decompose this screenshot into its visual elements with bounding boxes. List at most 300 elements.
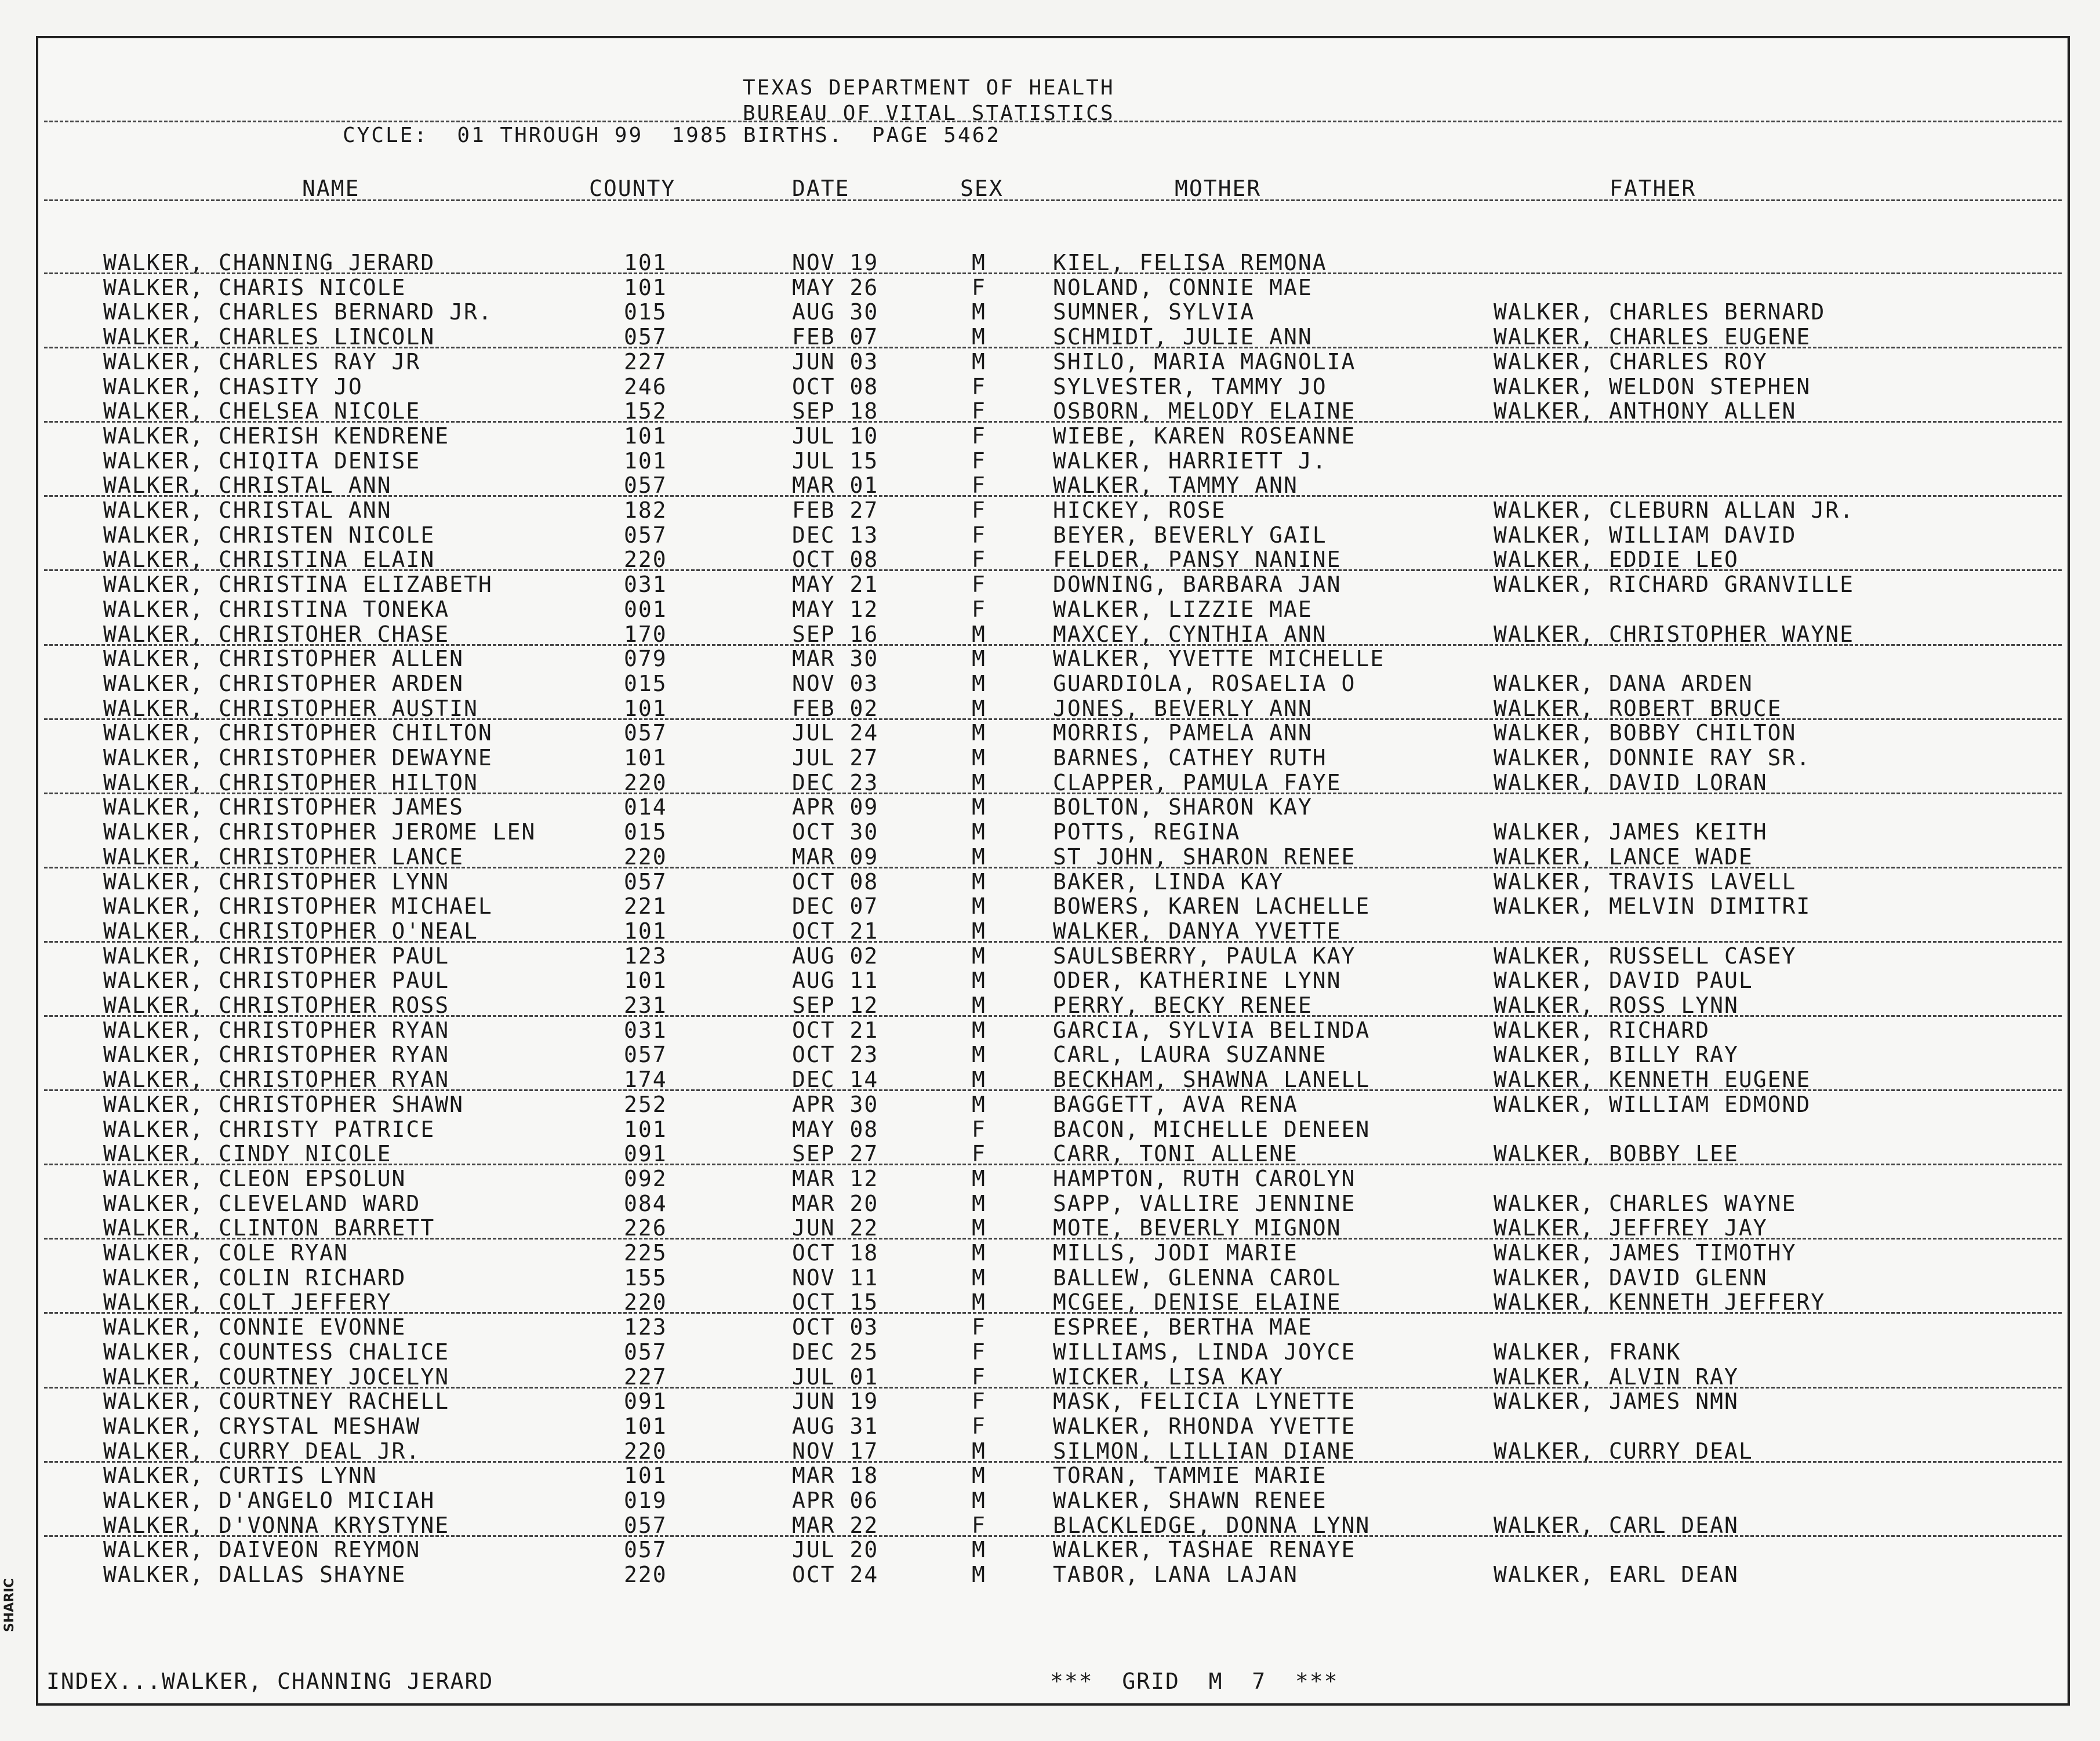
cell-date: OCT 21 xyxy=(792,1017,879,1043)
cell-county: 101 xyxy=(624,423,667,449)
cell-father: WALKER, KENNETH EUGENE xyxy=(1494,1067,1811,1093)
cell-mother: WALKER, RHONDA YVETTE xyxy=(1053,1413,1356,1439)
cell-sex: F xyxy=(972,398,986,424)
cell-mother: FELDER, PANSY NANINE xyxy=(1053,547,1342,573)
cell-name: WALKER, CHRISTOHER CHASE xyxy=(103,621,450,647)
cell-county: 101 xyxy=(624,448,667,474)
table-row xyxy=(38,400,2068,425)
cell-date: AUG 02 xyxy=(792,943,879,969)
cell-date: DEC 07 xyxy=(792,893,879,919)
cell-sex: M xyxy=(972,993,986,1018)
cell-county: 220 xyxy=(624,1562,667,1588)
table-row xyxy=(38,1242,2068,1267)
cell-date: OCT 30 xyxy=(792,819,879,845)
cell-mother: WALKER, HARRIETT J. xyxy=(1053,448,1327,474)
cell-name: WALKER, COURTNEY RACHELL xyxy=(103,1389,450,1415)
table-row xyxy=(38,945,2068,970)
column-header-rule xyxy=(44,199,2062,201)
cell-name: WALKER, CHRISTEN NICOLE xyxy=(103,522,435,548)
cell-date: JUL 20 xyxy=(792,1537,879,1563)
cell-father: WALKER, ROSS LYNN xyxy=(1494,993,1739,1018)
cell-sex: M xyxy=(972,1091,986,1117)
cell-name: WALKER, CHRISTOPHER AUSTIN xyxy=(103,695,478,721)
cell-sex: F xyxy=(972,448,986,474)
cell-father: WALKER, DONNIE RAY SR. xyxy=(1494,745,1811,770)
table-row xyxy=(38,274,2068,301)
cell-mother: ST JOHN, SHARON RENEE xyxy=(1053,844,1356,870)
cell-sex: M xyxy=(972,745,986,770)
cell-sex: M xyxy=(972,1562,986,1588)
cell-father: WALKER, ANTHONY ALLEN xyxy=(1494,398,1797,424)
cell-mother: ODER, KATHERINE LYNN xyxy=(1053,968,1342,994)
table-row xyxy=(38,722,2068,747)
cell-sex: M xyxy=(972,1264,986,1291)
cell-sex: F xyxy=(972,1141,986,1167)
table-row xyxy=(38,868,2068,896)
cell-mother: MORRIS, PAMELA ANN xyxy=(1053,720,1313,746)
cell-name: WALKER, CHARIS NICOLE xyxy=(103,274,406,300)
cell-county: 057 xyxy=(624,868,667,895)
cell-mother: WALKER, SHAWN RENEE xyxy=(1053,1488,1327,1513)
table-row xyxy=(38,920,2068,945)
cell-name: WALKER, DAIVEON REYMON xyxy=(103,1537,421,1563)
table-row xyxy=(38,499,2068,524)
cell-father: WALKER, CHARLES EUGENE xyxy=(1494,324,1811,350)
table-row xyxy=(38,648,2068,673)
cell-father: WALKER, CHRISTOPHER WAYNE xyxy=(1494,621,1854,647)
cell-sex: F xyxy=(972,1389,986,1415)
cell-mother: BAGGETT, AVA RENA xyxy=(1053,1091,1298,1117)
cell-date: DEC 13 xyxy=(792,522,879,548)
cell-county: 101 xyxy=(624,1413,667,1439)
cell-mother: BECKHAM, SHAWNA LANELL xyxy=(1053,1067,1371,1093)
cell-mother: BLACKLEDGE, DONNA LYNN xyxy=(1053,1512,1371,1538)
cell-father: WALKER, BILLY RAY xyxy=(1494,1042,1739,1068)
cell-date: MAR 09 xyxy=(792,844,879,870)
table-row xyxy=(38,373,2068,401)
cell-date: SEP 18 xyxy=(792,398,879,424)
cell-father: WALKER, RICHARD xyxy=(1494,1017,1710,1043)
cell-county: 101 xyxy=(624,250,667,275)
agency-title: TEXAS DEPARTMENT OF HEALTH xyxy=(743,76,1115,100)
cell-sex: M xyxy=(972,918,986,944)
cell-date: SEP 16 xyxy=(792,621,879,647)
cell-father: WALKER, JEFFREY JAY xyxy=(1494,1215,1768,1241)
cell-date: OCT 24 xyxy=(792,1562,879,1588)
table-row xyxy=(38,326,2068,351)
table-row xyxy=(38,821,2068,846)
cell-name: WALKER, CLEVELAND WARD xyxy=(103,1190,421,1216)
cell-mother: MCGEE, DENISE ELAINE xyxy=(1053,1289,1342,1315)
cell-sex: M xyxy=(972,670,986,696)
cell-name: WALKER, CHRISTINA ELIZABETH xyxy=(103,572,493,598)
cell-name: WALKER, COLE RYAN xyxy=(103,1240,348,1266)
cell-sex: M xyxy=(972,646,986,672)
cell-date: MAY 12 xyxy=(792,596,879,622)
cell-county: 092 xyxy=(624,1165,667,1191)
cell-mother: WALKER, LIZZIE MAE xyxy=(1053,596,1313,622)
cell-name: WALKER, CHRISTOPHER RYAN xyxy=(103,1042,450,1068)
cell-name: WALKER, CHRISTOPHER MICHAEL xyxy=(103,893,493,919)
cell-county: 014 xyxy=(624,794,667,820)
cell-mother: WALKER, TASHAE RENAYE xyxy=(1053,1537,1356,1563)
cell-sex: M xyxy=(972,1240,986,1266)
cell-mother: BAKER, LINDA KAY xyxy=(1053,868,1284,895)
cell-mother: BALLEW, GLENNA CAROL xyxy=(1053,1264,1342,1291)
cell-mother: WIEBE, KAREN ROSEANNE xyxy=(1053,423,1356,449)
table-row xyxy=(38,1118,2068,1143)
cell-mother: BOWERS, KAREN LACHELLE xyxy=(1053,893,1371,919)
cell-date: FEB 07 xyxy=(792,324,879,350)
cell-county: 225 xyxy=(624,1240,667,1266)
cell-date: JUN 19 xyxy=(792,1389,879,1415)
cycle-line: CYCLE: 01 THROUGH 99 1985 BIRTHS. PAGE 5462 xyxy=(343,123,1001,147)
cell-date: JUL 24 xyxy=(792,720,879,746)
cell-date: MAR 20 xyxy=(792,1190,879,1216)
cell-county: 155 xyxy=(624,1264,667,1291)
cell-county: 220 xyxy=(624,844,667,870)
cell-sex: M xyxy=(972,943,986,969)
cell-sex: M xyxy=(972,893,986,919)
cell-name: WALKER, D'ANGELO MICIAH xyxy=(103,1488,435,1513)
cell-sex: M xyxy=(972,1165,986,1191)
cell-county: 227 xyxy=(624,1364,667,1390)
cell-date: OCT 15 xyxy=(792,1289,879,1315)
cell-sex: M xyxy=(972,1017,986,1043)
table-row xyxy=(38,846,2068,871)
column-header-date: DATE xyxy=(792,176,850,201)
cell-date: MAY 26 xyxy=(792,274,879,300)
cell-date: JUL 27 xyxy=(792,745,879,770)
cell-father: WALKER, RICHARD GRANVILLE xyxy=(1494,572,1854,598)
cell-date: APR 30 xyxy=(792,1091,879,1117)
cell-county: 227 xyxy=(624,348,667,375)
cell-father: WALKER, BOBBY CHILTON xyxy=(1494,720,1797,746)
table-row xyxy=(38,598,2068,623)
cell-mother: WALKER, YVETTE MICHELLE xyxy=(1053,646,1385,672)
side-mark: SHARIC xyxy=(2,1578,17,1632)
cell-date: DEC 25 xyxy=(792,1339,879,1365)
cell-date: OCT 23 xyxy=(792,1042,879,1068)
cell-mother: NOLAND, CONNIE MAE xyxy=(1053,274,1313,300)
cell-name: WALKER, CHANNING JERARD xyxy=(103,250,435,275)
table-row xyxy=(38,1165,2068,1193)
cell-date: OCT 08 xyxy=(792,868,879,895)
cell-mother: HAMPTON, RUTH CAROLYN xyxy=(1053,1165,1356,1191)
cell-county: 101 xyxy=(624,968,667,994)
cell-name: WALKER, CHARLES RAY JR xyxy=(103,348,421,375)
cell-date: FEB 02 xyxy=(792,695,879,721)
table-row xyxy=(38,1316,2068,1341)
cell-name: WALKER, CHRISTOPHER LANCE xyxy=(103,844,464,870)
cell-sex: M xyxy=(972,1488,986,1513)
cell-sex: M xyxy=(972,1042,986,1068)
cell-county: 057 xyxy=(624,1339,667,1365)
cell-name: WALKER, CHRISTOPHER JAMES xyxy=(103,794,464,820)
cell-father: WALKER, JAMES TIMOTHY xyxy=(1494,1240,1797,1266)
cell-county: 220 xyxy=(624,547,667,573)
table-row xyxy=(38,1217,2068,1242)
cell-date: NOV 17 xyxy=(792,1438,879,1464)
cell-county: 101 xyxy=(624,1116,667,1142)
table-row xyxy=(38,670,2068,697)
cell-sex: F xyxy=(972,596,986,622)
table-row xyxy=(38,697,2068,722)
table-row xyxy=(38,524,2068,549)
table-row xyxy=(38,747,2068,772)
cell-name: WALKER, COUNTESS CHALICE xyxy=(103,1339,450,1365)
column-header-father: FATHER xyxy=(1609,176,1696,201)
cell-county: 001 xyxy=(624,596,667,622)
cell-father: WALKER, CLEBURN ALLAN JR. xyxy=(1494,497,1854,523)
cell-father: WALKER, WILLIAM EDMOND xyxy=(1494,1091,1811,1117)
cell-name: WALKER, DALLAS SHAYNE xyxy=(103,1562,406,1588)
cell-father: WALKER, EDDIE LEO xyxy=(1494,547,1739,573)
column-header-county: COUNTY xyxy=(589,176,676,201)
cell-date: OCT 03 xyxy=(792,1314,879,1340)
cell-name: WALKER, COURTNEY JOCELYN xyxy=(103,1364,450,1390)
table-row xyxy=(38,969,2068,994)
cell-sex: F xyxy=(972,1364,986,1390)
table-row xyxy=(38,1264,2068,1292)
cell-sex: M xyxy=(972,324,986,350)
cell-date: JUN 03 xyxy=(792,348,879,375)
cell-date: MAR 12 xyxy=(792,1165,879,1191)
cell-county: 057 xyxy=(624,1042,667,1068)
cell-name: WALKER, CINDY NICOLE xyxy=(103,1141,392,1167)
cell-mother: DOWNING, BARBARA JAN xyxy=(1053,572,1342,598)
cell-county: 231 xyxy=(624,993,667,1018)
cell-name: WALKER, CHRISTOPHER LYNN xyxy=(103,868,450,895)
cell-county: 057 xyxy=(624,522,667,548)
cell-name: WALKER, COLIN RICHARD xyxy=(103,1264,406,1291)
cell-date: MAY 21 xyxy=(792,572,879,598)
cell-mother: SAPP, VALLIRE JENNINE xyxy=(1053,1190,1356,1216)
cell-county: 220 xyxy=(624,1289,667,1315)
table-row xyxy=(38,1366,2068,1391)
cell-date: FEB 27 xyxy=(792,497,879,523)
cell-name: WALKER, CHRISTOPHER PAUL xyxy=(103,943,450,969)
cell-sex: M xyxy=(972,695,986,721)
cell-sex: M xyxy=(972,348,986,375)
cell-name: WALKER, CHRISTOPHER PAUL xyxy=(103,968,450,994)
cell-father: WALKER, ALVIN RAY xyxy=(1494,1364,1739,1390)
cell-county: 015 xyxy=(624,670,667,696)
cell-mother: WILLIAMS, LINDA JOYCE xyxy=(1053,1339,1356,1365)
cell-sex: F xyxy=(972,274,986,300)
cell-father: WALKER, CURRY DEAL xyxy=(1494,1438,1753,1464)
cell-father: WALKER, LANCE WADE xyxy=(1494,844,1753,870)
cell-county: 091 xyxy=(624,1141,667,1167)
cell-name: WALKER, CHRISTINA TONEKA xyxy=(103,596,450,622)
cell-father: WALKER, KENNETH JEFFERY xyxy=(1494,1289,1826,1315)
grid-footer: *** GRID M 7 *** xyxy=(1050,1669,1339,1694)
cell-mother: BACON, MICHELLE DENEEN xyxy=(1053,1116,1371,1142)
cell-county: 091 xyxy=(624,1389,667,1415)
cell-father: WALKER, MELVIN DIMITRI xyxy=(1494,893,1811,919)
cell-sex: M xyxy=(972,819,986,845)
cell-mother: TORAN, TAMMIE MARIE xyxy=(1053,1463,1327,1489)
cell-sex: F xyxy=(972,423,986,449)
header-rule xyxy=(44,121,2062,122)
cell-county: 031 xyxy=(624,1017,667,1043)
cell-father: WALKER, TRAVIS LAVELL xyxy=(1494,868,1797,895)
cell-father: WALKER, BOBBY LEE xyxy=(1494,1141,1739,1167)
cell-date: NOV 03 xyxy=(792,670,879,696)
cell-name: WALKER, CHRISTOPHER JEROME LEN xyxy=(103,819,536,845)
cell-sex: F xyxy=(972,1512,986,1538)
cell-mother: MILLS, JODI MARIE xyxy=(1053,1240,1298,1266)
cell-county: 123 xyxy=(624,943,667,969)
table-row xyxy=(38,1440,2068,1465)
cell-county: 170 xyxy=(624,621,667,647)
cell-date: MAR 01 xyxy=(792,472,879,499)
table-row xyxy=(38,1341,2068,1366)
cell-sex: M xyxy=(972,720,986,746)
cell-sex: F xyxy=(972,572,986,598)
cell-sex: F xyxy=(972,497,986,523)
cell-father: WALKER, CARL DEAN xyxy=(1494,1512,1739,1538)
cell-sex: M xyxy=(972,250,986,275)
column-header-mother: MOTHER xyxy=(1175,176,1262,201)
cell-date: OCT 18 xyxy=(792,1240,879,1266)
table-row xyxy=(38,425,2068,450)
cell-sex: M xyxy=(972,621,986,647)
cell-name: WALKER, CRYSTAL MESHAW xyxy=(103,1413,421,1439)
cell-mother: ESPREE, BERTHA MAE xyxy=(1053,1314,1313,1340)
cell-father: WALKER, WELDON STEPHEN xyxy=(1494,373,1811,399)
cell-county: 079 xyxy=(624,646,667,672)
cell-sex: M xyxy=(972,968,986,994)
cell-county: 101 xyxy=(624,918,667,944)
cell-date: JUL 01 xyxy=(792,1364,879,1390)
cell-county: 220 xyxy=(624,769,667,795)
table-row xyxy=(38,1564,2068,1589)
cell-county: 019 xyxy=(624,1488,667,1513)
cell-mother: HICKEY, ROSE xyxy=(1053,497,1226,523)
cell-county: 015 xyxy=(624,819,667,845)
cell-date: JUL 15 xyxy=(792,448,879,474)
cell-name: WALKER, D'VONNA KRYSTYNE xyxy=(103,1512,450,1538)
cell-name: WALKER, CURRY DEAL JR. xyxy=(103,1438,421,1464)
cell-county: 057 xyxy=(624,1512,667,1538)
table-row xyxy=(38,1143,2068,1168)
cell-mother: SILMON, LILLIAN DIANE xyxy=(1053,1438,1356,1464)
cell-date: MAR 22 xyxy=(792,1512,879,1538)
table-row xyxy=(38,1019,2068,1044)
cell-father: WALKER, JAMES KEITH xyxy=(1494,819,1768,845)
cell-name: WALKER, CHRISTAL ANN xyxy=(103,497,392,523)
record-sheet xyxy=(36,36,2070,1706)
cell-name: WALKER, CHARLES BERNARD JR. xyxy=(103,299,493,325)
cell-mother: WALKER, TAMMY ANN xyxy=(1053,472,1298,499)
table-row xyxy=(38,1489,2068,1514)
bureau-title: BUREAU OF VITAL STATISTICS xyxy=(743,101,1115,125)
cell-mother: WICKER, LISA KAY xyxy=(1053,1364,1284,1390)
table-row xyxy=(38,474,2068,499)
cell-father: WALKER, EARL DEAN xyxy=(1494,1562,1739,1588)
table-row xyxy=(38,548,2068,573)
cell-mother: GUARDIOLA, ROSAELIA O xyxy=(1053,670,1356,696)
cell-mother: BOLTON, SHARON KAY xyxy=(1053,794,1313,820)
cell-date: NOV 19 xyxy=(792,250,879,275)
cell-mother: SCHMIDT, JULIE ANN xyxy=(1053,324,1313,350)
cell-county: 123 xyxy=(624,1314,667,1340)
cell-date: SEP 27 xyxy=(792,1141,879,1167)
cell-father: WALKER, DAVID LORAN xyxy=(1494,769,1768,795)
column-header-name: NAME xyxy=(302,176,360,201)
table-row xyxy=(38,1291,2068,1316)
cell-name: WALKER, CHRISTOPHER ARDEN xyxy=(103,670,464,696)
cell-county: 152 xyxy=(624,398,667,424)
cell-county: 057 xyxy=(624,324,667,350)
table-row xyxy=(38,1044,2068,1068)
cell-county: 084 xyxy=(624,1190,667,1216)
cell-name: WALKER, CHRISTOPHER DEWAYNE xyxy=(103,745,493,770)
cell-sex: M xyxy=(972,1190,986,1216)
index-footer: INDEX...WALKER, CHANNING JERARD xyxy=(46,1669,494,1694)
cell-date: MAR 18 xyxy=(792,1463,879,1489)
table-row xyxy=(38,348,2068,376)
cell-name: WALKER, CHRISTINA ELAIN xyxy=(103,547,435,573)
table-row xyxy=(38,1068,2068,1093)
cell-name: WALKER, CHRISTOPHER ROSS xyxy=(103,993,450,1018)
table-row xyxy=(38,796,2068,821)
cell-county: 182 xyxy=(624,497,667,523)
cell-county: 101 xyxy=(624,1463,667,1489)
cell-name: WALKER, CONNIE EVONNE xyxy=(103,1314,406,1340)
cell-sex: M xyxy=(972,299,986,325)
cell-name: WALKER, CHRISTOPHER HILTON xyxy=(103,769,478,795)
cell-name: WALKER, CHRISTY PATRICE xyxy=(103,1116,435,1142)
cell-county: 015 xyxy=(624,299,667,325)
cell-name: WALKER, CHELSEA NICOLE xyxy=(103,398,421,424)
table-row xyxy=(38,769,2068,797)
table-row xyxy=(38,994,2068,1019)
cell-name: WALKER, CLINTON BARRETT xyxy=(103,1215,435,1241)
cell-date: JUN 22 xyxy=(792,1215,879,1241)
cell-mother: CARL, LAURA SUZANNE xyxy=(1053,1042,1327,1068)
cell-sex: M xyxy=(972,1537,986,1563)
table-row xyxy=(38,450,2068,475)
cell-sex: F xyxy=(972,472,986,499)
cell-sex: M xyxy=(972,794,986,820)
cell-name: WALKER, CHRISTOPHER RYAN xyxy=(103,1017,450,1043)
table-row xyxy=(38,1539,2068,1564)
cell-county: 031 xyxy=(624,572,667,598)
cell-sex: M xyxy=(972,1463,986,1489)
cell-sex: M xyxy=(972,1289,986,1315)
cell-father: WALKER, RUSSELL CASEY xyxy=(1494,943,1797,969)
cell-date: AUG 31 xyxy=(792,1413,879,1439)
cell-mother: TABOR, LANA LAJAN xyxy=(1053,1562,1298,1588)
cell-sex: M xyxy=(972,1215,986,1241)
cell-name: WALKER, CHRISTOPHER SHAWN xyxy=(103,1091,464,1117)
table-row xyxy=(38,1415,2068,1440)
cell-name: WALKER, CHRISTOPHER ALLEN xyxy=(103,646,464,672)
cell-father: WALKER, CHARLES ROY xyxy=(1494,348,1768,375)
cell-mother: KIEL, FELISA REMONA xyxy=(1053,250,1327,275)
cell-name: WALKER, CLEON EPSOLUN xyxy=(103,1165,406,1191)
cell-sex: F xyxy=(972,522,986,548)
cell-father: WALKER, DANA ARDEN xyxy=(1494,670,1753,696)
cell-father: WALKER, CHARLES WAYNE xyxy=(1494,1190,1797,1216)
cell-mother: BEYER, BEVERLY GAIL xyxy=(1053,522,1327,548)
cell-name: WALKER, CHIQITA DENISE xyxy=(103,448,421,474)
cell-father: WALKER, CHARLES BERNARD xyxy=(1494,299,1826,325)
cell-name: WALKER, COLT JEFFERY xyxy=(103,1289,392,1315)
cell-sex: F xyxy=(972,1116,986,1142)
